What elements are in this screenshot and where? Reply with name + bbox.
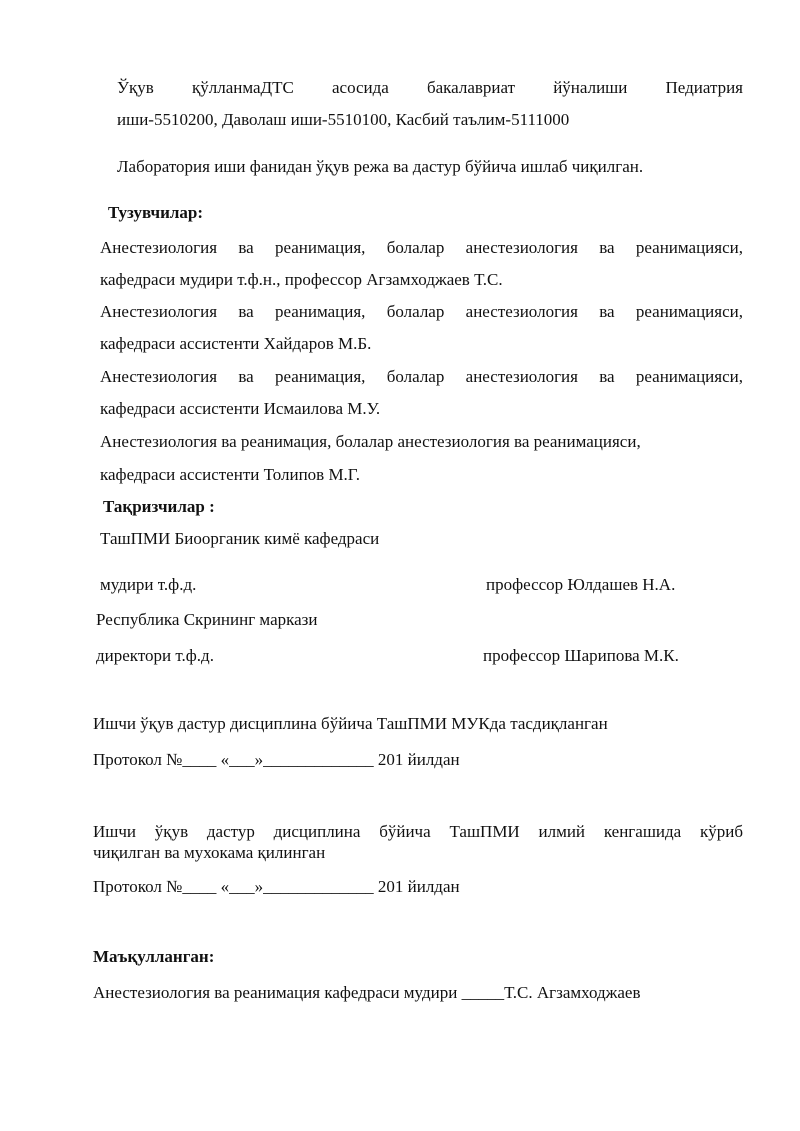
agreed-heading: Маъқулланган: <box>93 947 215 966</box>
author-2-line-1: Анестезиология ва реанимация, болалар анестезиология ва реанимацияси, <box>100 302 743 321</box>
reviewer-2-title: директори т.ф.д. <box>96 646 214 665</box>
reviewers-heading: Тақризчилар : <box>103 497 215 516</box>
author-2-line-2: кафедраси ассистенти Хайдаров М.Б. <box>100 334 372 353</box>
reviewer-1-title: мудири т.ф.д. <box>100 575 197 594</box>
author-4-line-1: Анестезиология ва реанимация, болалар анестезиология ва реанимацияси, <box>100 432 641 451</box>
approval-2-line-1: Ишчи ўқув дастур дисциплина бўйича ТашПМИ илмий кенгашида кўриб <box>93 822 743 841</box>
intro-line-2: иши-5510200, Даволаш иши-5510100, Касбий таълим-5111000 <box>117 110 570 129</box>
author-1-line-2: кафедраси мудири т.ф.н., профессор Агзамходжаев Т.С. <box>100 270 503 289</box>
author-4-line-2: кафедраси ассистенти Толипов М.Г. <box>100 465 360 484</box>
approval-2-protocol: Протокол №____ «___»_____________ 201 йилдан <box>93 877 460 896</box>
authors-heading: Тузувчилар: <box>108 203 204 222</box>
approval-1-text: Ишчи ўқув дастур дисциплина бўйича ТашПМИ МУКда тасдиқланган <box>93 714 608 733</box>
author-3-line-2: кафедраси ассистенти Исмаилова М.У. <box>100 399 381 418</box>
agreed-text: Анестезиология ва реанимация кафедраси мудири _____Т.С. Агзамходжаев <box>93 983 641 1002</box>
reviewer-1-name: профессор Юлдашев Н.А. <box>486 575 676 594</box>
reviewer-2-org: Республика Скрининг маркази <box>96 610 318 629</box>
reviewer-2-name: профессор Шарипова М.К. <box>483 646 679 665</box>
reviewer-1-org: ТашПМИ Биоорганик кимё кафедраси <box>100 529 380 548</box>
intro-line-1: Ўқув қўлланмаДТС асосида бакалавриат йўналиши Педиатрия <box>117 78 743 97</box>
author-3-line-1: Анестезиология ва реанимация, болалар анестезиология ва реанимацияси, <box>100 367 743 386</box>
approval-2-line-2: чиқилган ва мухокама қилинган <box>93 843 326 862</box>
author-1-line-1: Анестезиология ва реанимация, болалар анестезиология ва реанимацияси, <box>100 238 743 257</box>
approval-1-protocol: Протокол №____ «___»_____________ 201 йилдан <box>93 750 460 769</box>
intro-line-3: Лаборатория иши фанидан ўқув режа ва дастур бўйича ишлаб чиқилган. <box>117 157 644 176</box>
